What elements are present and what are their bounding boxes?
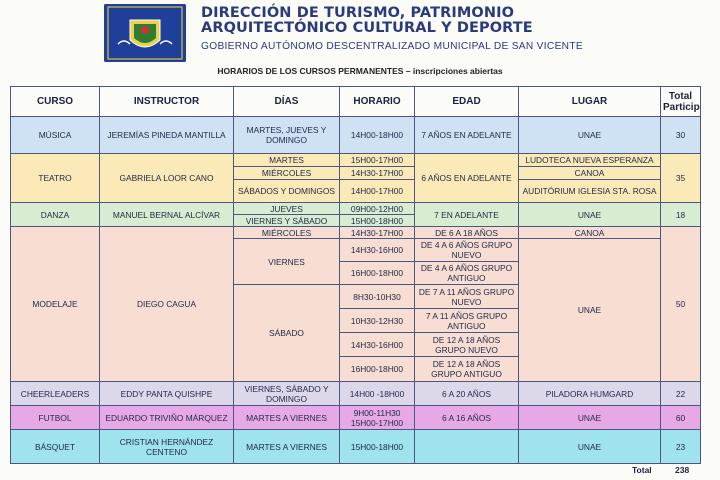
instructor-cell: GABRIELA LOOR CANO — [100, 154, 234, 203]
curso-cell: BÁSQUET — [11, 430, 100, 464]
lugar-cell: UNAE — [519, 406, 661, 430]
horario-cell: 14H30-17H00 — [340, 167, 415, 180]
total-cell: 30 — [661, 117, 701, 154]
table-row — [11, 430, 701, 464]
total-label: Total — [632, 465, 652, 475]
total-cell: 18 — [661, 203, 701, 227]
instructor-cell: MANUEL BERNAL ALCÍVAR — [100, 203, 234, 227]
horario-cell: 10H30-12H30 — [340, 309, 415, 333]
horario-cell: 16H00-18H00 — [340, 357, 415, 382]
edad-cell: DE 4 A 6 AÑOS GRUPO ANTIGUO — [415, 262, 519, 285]
header-title — [201, 6, 533, 36]
horario-cell — [340, 406, 415, 430]
table-row — [11, 382, 701, 406]
municipal-logo — [104, 4, 186, 62]
lugar-cell: AUDITÓRIUM IGLESIA STA. ROSA — [519, 180, 661, 203]
edad-cell: 6 A 16 AÑOS — [415, 406, 519, 430]
lugar-cell: PILADORA HUMGARD — [519, 382, 661, 406]
lugar-cell: UNAE — [519, 117, 661, 154]
lugar-cell: CANOA — [519, 227, 661, 239]
dias-cell: VIERNES Y SÁBADO — [234, 215, 340, 227]
total-cell: 35 — [661, 154, 701, 203]
curso-cell: MODELAJE — [11, 227, 100, 382]
schedule-table — [10, 86, 701, 464]
dias-cell: MARTES A VIERNES — [234, 406, 340, 430]
horario-cell: 8H30-10H30 — [340, 285, 415, 309]
col-lugar: LUGAR — [519, 87, 661, 117]
curso-cell: DANZA — [11, 203, 100, 227]
dias-cell: VIERNES — [234, 239, 340, 285]
edad-cell: DE 12 A 18 AÑOS GRUPO ANTIGUO — [415, 357, 519, 382]
edad-cell: DE 4 A 6 AÑOS GRUPO NUEVO — [415, 239, 519, 262]
curso-cell: TEATRO — [11, 154, 100, 203]
col-instructor: INSTRUCTOR — [100, 87, 234, 117]
dias-cell: VIERNES, SÁBADO Y DOMINGO — [234, 382, 340, 406]
horario-cell: 15H00-17H00 — [340, 154, 415, 167]
horario-cell: 14H00-18H00 — [340, 117, 415, 154]
curso-cell: MÚSICA — [11, 117, 100, 154]
edad-cell: DE 7 A 11 AÑOS GRUPO NUEVO — [415, 285, 519, 309]
col-edad: EDAD — [415, 87, 519, 117]
edad-cell: 7 A 11 AÑOS GRUPO ANTIGUO — [415, 309, 519, 333]
edad-cell: DE 12 A 18 AÑOS GRUPO NUEVO — [415, 333, 519, 357]
table-header-row — [11, 87, 701, 117]
curso-cell: CHEERLEADERS — [11, 382, 100, 406]
header-title-line2: ARQUITECTÓNICO CULTURAL Y DEPORTE — [201, 20, 533, 36]
horario-line: 15H00-17H00 — [350, 417, 404, 428]
instructor-cell: EDUARDO TRIVIÑO MÁRQUEZ — [100, 406, 234, 430]
total-cell: 22 — [661, 382, 701, 406]
dias-cell: SÁBADOS Y DOMINGOS — [234, 180, 340, 203]
table-row — [11, 406, 701, 430]
col-curso: CURSO — [11, 87, 100, 117]
instructor-cell: DIEGO CAGUA — [100, 227, 234, 382]
edad-cell: 7 EN ADELANTE — [415, 203, 519, 227]
horario-cell: 16H00-18H00 — [340, 262, 415, 285]
col-total: Total Particip — [661, 87, 701, 117]
total-cell: 60 — [661, 406, 701, 430]
edad-cell: 7 AÑOS EN ADELANTE — [415, 117, 519, 154]
lugar-cell: CANOA — [519, 167, 661, 180]
dias-cell: MIÉRCOLES — [234, 167, 340, 180]
table-row — [11, 154, 701, 167]
edad-cell: 6 A 20 AÑOS — [415, 382, 519, 406]
instructor-cell: JEREMÍAS PINEDA MANTILLA — [100, 117, 234, 154]
horario-cell: 14H00-17H00 — [340, 180, 415, 203]
total-cell: 50 — [661, 227, 701, 382]
edad-cell: 6 AÑOS EN ADELANTE — [415, 154, 519, 203]
header-subtitle: GOBIERNO AUTÓNOMO DESCENTRALIZADO MUNICIPAL DE SAN VICENTE — [201, 41, 583, 52]
horario-cell: 14H00 -18H00 — [340, 382, 415, 406]
lugar-cell: UNAE — [519, 203, 661, 227]
instructor-cell: EDDY PANTA QUISHPE — [100, 382, 234, 406]
header-title-line1: DIRECCIÓN DE TURISMO, PATRIMONIO — [201, 5, 514, 21]
dias-cell: MARTES A VIERNES — [234, 430, 340, 464]
edad-cell — [415, 430, 519, 464]
horario-cell: 14H30-16H00 — [340, 239, 415, 262]
total-value: 238 — [675, 465, 690, 475]
horario-cell: 14H30-17H00 — [340, 227, 415, 239]
horario-line: 9H00-11H30 — [353, 407, 401, 418]
total-cell: 23 — [661, 430, 701, 464]
table-row — [11, 117, 701, 154]
document-header — [0, 0, 720, 70]
col-dias: DÍAS — [234, 87, 340, 117]
horario-cell: 15H00-18H00 — [340, 430, 415, 464]
dias-cell: MARTES, JUEVES Y DOMINGO — [234, 117, 340, 154]
edad-cell: DE 6 A 18 AÑOS — [415, 227, 519, 239]
curso-cell: FUTBOL — [11, 406, 100, 430]
horario-cell: 15H00-18H00 — [340, 215, 415, 227]
horario-cell: 14H30-16H00 — [340, 333, 415, 357]
lugar-cell: UNAE — [519, 239, 661, 382]
instructor-cell: CRISTIAN HERNÁNDEZ CENTENO — [100, 430, 234, 464]
lugar-cell: UNAE — [519, 430, 661, 464]
table-row — [11, 227, 701, 239]
table-row — [11, 203, 701, 215]
horario-cell: 09H00-12H00 — [340, 203, 415, 215]
dias-cell: SÁBADO — [234, 285, 340, 382]
col-horario: HORARIO — [340, 87, 415, 117]
dias-cell: MARTES — [234, 154, 340, 167]
lugar-cell: LUDOTECA NUEVA ESPERANZA — [519, 154, 661, 167]
dias-cell: JUEVES — [234, 203, 340, 215]
document-title: HORARIOS DE LOS CURSOS PERMANENTES – inscripciones abiertas — [217, 66, 503, 76]
dias-cell: MIÉRCOLES — [234, 227, 340, 239]
